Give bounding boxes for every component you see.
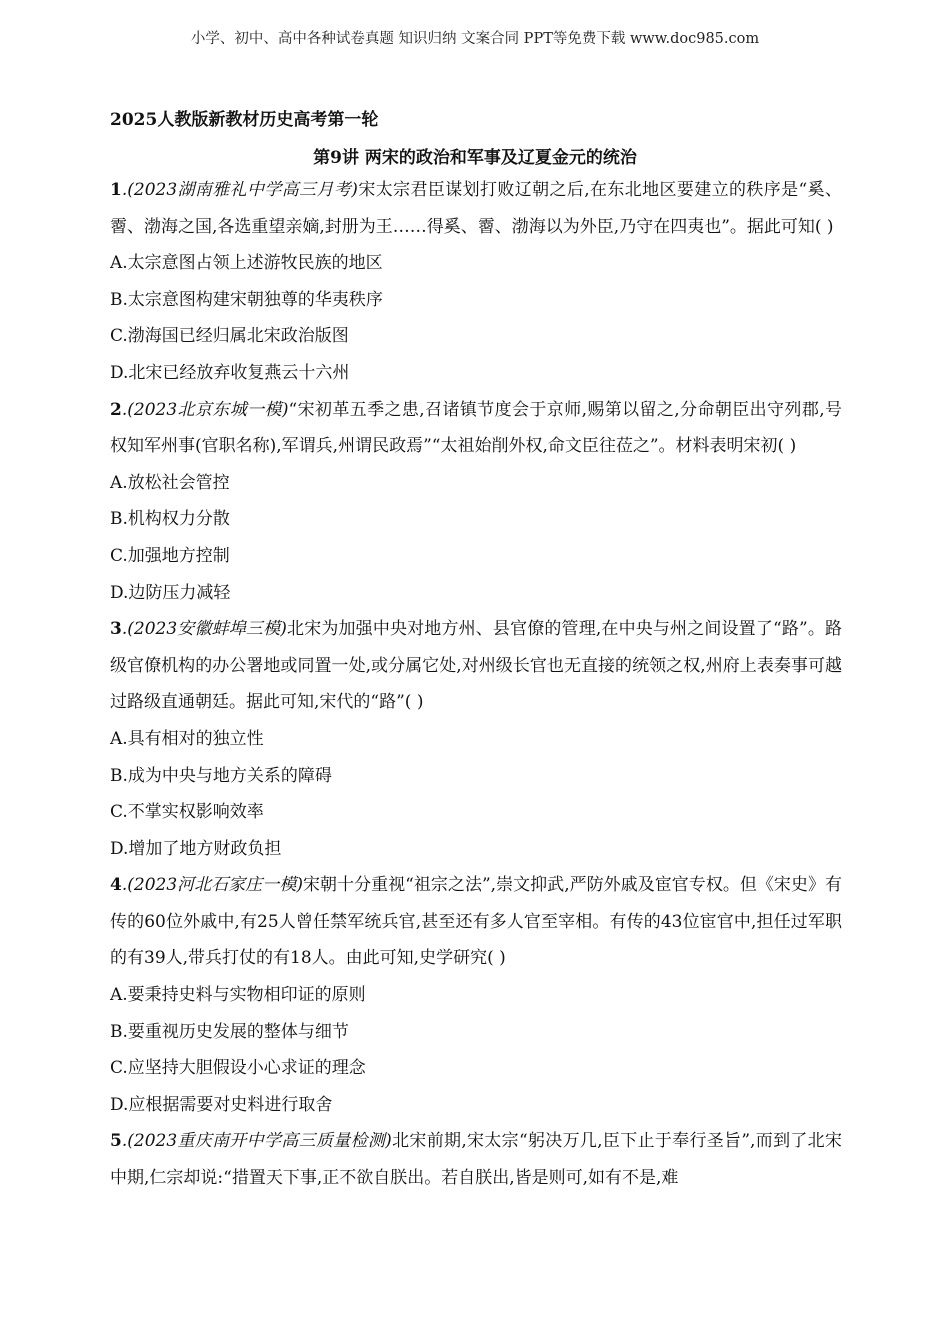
question-stem — [110, 1123, 842, 1196]
question-text: 宋太宗君臣谋划打败辽朝之后,在东北地区要建立的秩序是“奚、霫、渤海之国,各选重望亲嫡,封册为王……得奚、霫、渤海以为外臣,乃守在四夷也”。据此可知( ) — [110, 180, 842, 237]
option-b: B.成为中央与地方关系的障碍 — [110, 765, 332, 786]
option-b: B.太宗意图构建宋朝独尊的华夷秩序 — [110, 289, 383, 310]
question-source: .(2023北京东城一模) — [121, 399, 289, 420]
question-3 — [110, 611, 842, 867]
option-a: A.具有相对的独立性 — [110, 728, 264, 749]
option-d: D.增加了地方财政负担 — [110, 838, 282, 859]
page-header: 小学、初中、高中各种试卷真题 知识归纳 文案合同 PPT等免费下载 www.doc985.com — [190, 31, 760, 47]
option-d: D.边防压力减轻 — [110, 582, 231, 603]
question-text: “宋初革五季之患,召诸镇节度会于京师,赐第以留之,分命朝臣出守列郡,号权知军州事(官职名称),军谓兵,州谓民政焉”“太祖始削外权,命文臣往莅之”。材料表明宋初( ) — [110, 399, 842, 457]
question-stem — [110, 611, 842, 721]
question-text: 北宋为加强中央对地方州、县官僚的管理,在中央与州之间设置了“路”。路级官僚机构的办公署地或同置一处,或分属它处,对州级长官也无直接的统领之权,州府上表奏事可越过路级直通朝廷。据此可知,宋代的“路”( ) — [110, 619, 842, 713]
question-stem — [110, 392, 842, 465]
option-c: C.不掌实权影响效率 — [110, 802, 264, 823]
question-source: .(2023湖南雅礼中学高三月考) — [121, 180, 358, 200]
question-1 — [110, 172, 842, 392]
option-d: D.应根据需要对史料进行取舍 — [110, 1094, 333, 1115]
question-5 — [110, 1123, 842, 1196]
question-number: 4 — [110, 875, 122, 896]
question-number: 3 — [110, 619, 122, 640]
question-source: .(2023河北石家庄一模) — [121, 875, 303, 896]
question-number: 1 — [110, 180, 122, 200]
option-c: C.加强地方控制 — [110, 545, 230, 566]
question-list — [110, 172, 842, 1197]
option-b: B.要重视历史发展的整体与细节 — [110, 1021, 349, 1042]
question-stem — [110, 867, 842, 977]
question-text: 北宋前期,宋太宗“躬决万几,臣下止于奉行圣旨”,而到了北宋中期,仁宗却说:“措置天下事,正不欲自朕出。若自朕出,皆是则可,如有不是,难 — [110, 1131, 842, 1189]
option-b: B.机构权力分散 — [110, 509, 230, 530]
question-stem — [110, 172, 842, 245]
option-a: A.放松社会管控 — [110, 472, 230, 493]
option-d: D.北宋已经放弃收复燕云十六州 — [110, 362, 350, 383]
option-c: C.渤海国已经归属北宋政治版图 — [110, 326, 349, 347]
lecture-title: 第9讲 两宋的政治和军事及辽夏金元的统治 — [313, 148, 637, 168]
question-source: .(2023安徽蚌埠三模) — [121, 619, 287, 640]
option-a: A.要秉持史料与实物相印证的原则 — [110, 985, 366, 1006]
question-2 — [110, 392, 842, 612]
document-title: 2025人教版新教材历史高考第一轮 — [110, 110, 379, 130]
question-text: 宋朝十分重视“祖宗之法”,崇文抑武,严防外戚及宦官专权。但《宋史》有传的60位外戚中,有25人曾任禁军统兵官,甚至还有多人官至宰相。有传的43位宦官中,担任过军职的有39人,带兵打仗的有18人。由此可知,史学研究( ) — [110, 875, 842, 969]
option-c: C.应坚持大胆假设小心求证的理念 — [110, 1058, 366, 1079]
question-number: 2 — [110, 399, 122, 420]
question-source: .(2023重庆南开中学高三质量检测) — [121, 1131, 392, 1152]
question-4 — [110, 867, 842, 1123]
option-a: A.太宗意图占领上述游牧民族的地区 — [110, 253, 383, 274]
question-number: 5 — [110, 1131, 122, 1152]
